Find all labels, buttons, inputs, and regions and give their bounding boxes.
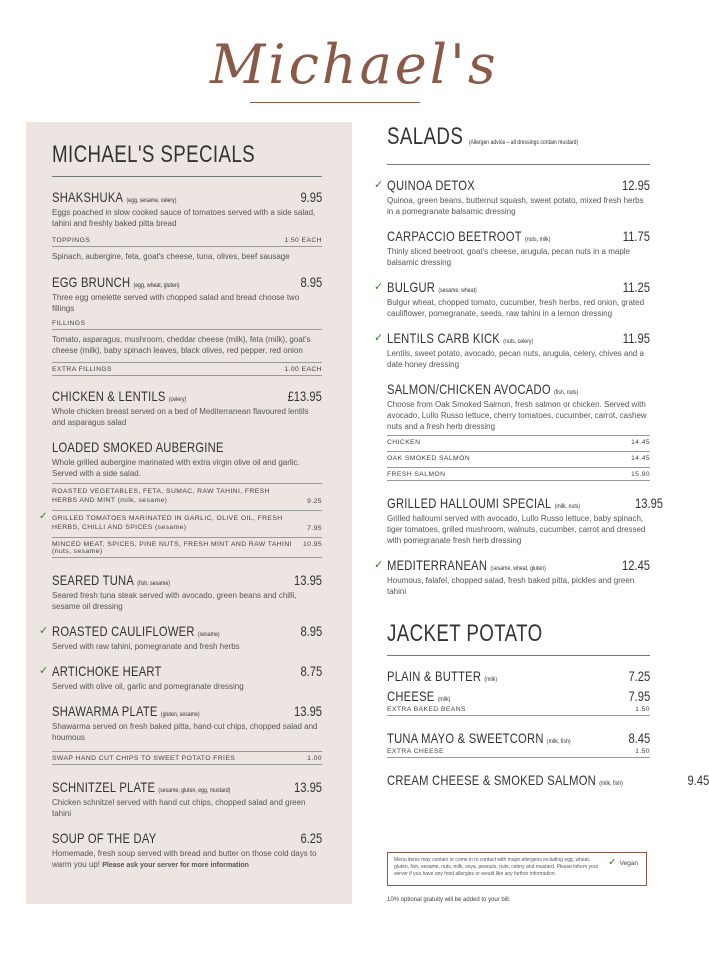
item-price: £13.95: [287, 388, 322, 404]
menu-item-quinoa-detox: [374, 177, 650, 217]
item-name: CARPACCIO BEETROOT (nuts, milk): [387, 228, 551, 244]
toppings-description: Spinach, aubergine, feta, goat's cheese, tuna, olives, beef sausage: [52, 252, 290, 261]
item-name: SALMON/CHICKEN AVOCADO (fish, nuts): [387, 381, 579, 397]
menu-item-roasted-cauliflower: [39, 623, 322, 652]
item-name: CHICKEN & LENTILS (celery): [52, 388, 187, 404]
item-name: SHAWARMA PLATE (gluten, sesame): [52, 703, 200, 719]
item-description: Served with olive oil, garlic and pomegranate dressing: [52, 682, 244, 691]
item-name: BULGUR (sesame, wheat): [387, 279, 477, 295]
item-price: 8.95: [300, 623, 322, 639]
item-description: Chicken schnitzel served with hand cut chips, chopped salad and green tahini: [52, 798, 306, 818]
vegan-legend: ✓ Vegan: [608, 857, 638, 868]
salads-column: [374, 122, 709, 799]
item-name: LOADED SMOKED AUBERGINE: [52, 439, 224, 455]
option-oak-smoked-salmon: OAK SMOKED SALMON 14.45: [387, 451, 650, 464]
item-name: PLAIN & BUTTER (milk): [387, 668, 498, 684]
menu-item-egg-brunch: [52, 274, 322, 376]
option-chicken: CHICKEN 14.45: [387, 435, 650, 448]
item-description: Whole chicken breast served on a bed of Mediterranean flavoured lentils and asparagus salad: [52, 407, 309, 427]
vegan-check-icon: ✓: [39, 665, 49, 677]
item-description: Quinoa, green beans, butternut squash, sweet potato, mixed fresh herbs in a pomegranate balsamic dressing: [387, 196, 644, 216]
divider: [387, 655, 650, 656]
vegan-check-icon: ✓: [374, 332, 384, 344]
aubergine-option-1: ROASTED VEGETABLES, FETA, SUMAC, RAW TAHINI, FRESH HERBS AND MINT (milk, sesame) 9.25: [52, 483, 322, 507]
aubergine-option-2: ✓ GRILLED TOMATOES MARINATED IN GARLIC, OLIVE OIL, FRESH HERBS, CHILLI AND SPICES (sesame) 7.95: [39, 511, 322, 532]
menu-item-chicken-lentils: [52, 388, 322, 428]
menu-item-plain-butter: [387, 668, 650, 684]
menu-item-cheese: [387, 688, 650, 716]
specials-column: [39, 140, 322, 882]
item-price: 8.45: [628, 730, 650, 746]
item-description: Grilled halloumi served with avocado, Lullo Russo lettuce, baby spinach, tiger tomatoes, grilled mushroom, walnuts, cucumber, carrot and dressed with pomegranate fresh herb dressing: [387, 514, 646, 545]
item-name: SEARED TUNA (fish, sesame): [52, 572, 170, 588]
menu-item-tuna-mayo: [387, 730, 650, 758]
specials-title: MICHAEL'S SPECIALS: [52, 141, 256, 168]
item-name: QUINOA DETOX: [387, 177, 475, 193]
item-name: SHAKSHUKA (egg, sesame, celery): [52, 189, 177, 205]
allergen-disclaimer-text: Menu items may contain or come in to contact with major allergens including egg, wheat, gluten, fish, sesame, nuts, milk, soya, peanuts, nuts, celery and mustard. Please inform your server if you have any food allergies or would like any further information.: [394, 857, 599, 877]
item-name: GRILLED HALLOUMI SPECIAL (milk, nuts): [387, 495, 581, 511]
menu-item-schnitzel-plate: [52, 779, 322, 819]
item-price: 13.95: [293, 703, 322, 719]
item-price: 6.25: [300, 830, 322, 846]
item-price: 11.95: [622, 330, 650, 346]
menu-item-shakshuka: [52, 189, 322, 262]
item-name: CHEESE (milk): [387, 688, 451, 704]
item-description: Whole grilled aubergine marinated with extra virgin olive oil and garlic. Served with a side salad.: [52, 458, 300, 478]
vegan-check-icon: ✓: [608, 857, 617, 868]
fillings-description: Tomato, asparagus, mushroom, cheddar cheese (milk), feta (milk), goat's cheese (milk), baby spinach leaves, black olives, red pepper, red onion: [52, 335, 311, 355]
item-description: Bulgur wheat, chopped tomato, cucumber, fresh herbs, red onion, grated cauliflower, pomegranate, seeds, raw tahini in a lemon dressing: [387, 298, 645, 318]
logo-underline: [250, 102, 420, 103]
logo-text: Michael's: [210, 33, 499, 96]
item-price: 7.25: [628, 668, 650, 684]
menu-item-bulgur: [374, 279, 650, 319]
menu-item-soup-of-the-day: [52, 830, 322, 871]
item-name: SOUP OF THE DAY: [52, 830, 157, 846]
menu-item-cream-cheese-salmon: [387, 772, 709, 788]
menu-item-loaded-aubergine: [39, 439, 322, 558]
item-description: Shawarma served on fresh baked pitta, hand-cut chips, chopped salad and houmous: [52, 722, 318, 742]
item-name: SCHNITZEL PLATE (sesame, gluten, egg, mustard): [52, 779, 231, 795]
extra-cheese-row: EXTRA CHEESE 1.50: [387, 746, 650, 758]
vegan-check-icon: ✓: [39, 511, 48, 522]
item-price: 12.45: [621, 557, 650, 573]
divider: [52, 176, 322, 177]
item-name: LENTILS CARB KICK (nuts, celery): [387, 330, 534, 346]
salads-title: SALADS (Allergen advice – all dressings contain mustard): [387, 123, 579, 150]
item-description: Homemade, fresh soup served with bread and butter on those cold days to warm you up! Please ask your server for more information: [52, 849, 317, 869]
menu-item-shawarma-plate: [52, 703, 322, 765]
item-description: Choose from Oak Smoked Salmon, fresh salmon or chicken. Served with avocado, Lullo Russo lettuce, cherry tomatoes, cucumber, carrot, cashew nuts and a fresh herb dressing: [387, 400, 647, 431]
menu-item-mediterranean: [374, 557, 650, 597]
item-description: Seared fresh tuna steak served with avocado, green beans and chilli, sesame oil dressing: [52, 591, 297, 611]
menu-item-salmon-chicken-avocado: [387, 381, 650, 481]
extra-baked-beans-row: EXTRA BAKED BEANS 1.50: [387, 704, 650, 716]
toppings-row: TOPPINGS 1.50 EACH: [52, 235, 322, 247]
item-description: Houmous, falafel, chopped salad, fresh baked pitta, pickles and green tahini: [387, 576, 635, 596]
item-name: CREAM CHEESE & SMOKED SALMON (milk, fish): [387, 772, 623, 788]
allergen-disclaimer-box: [387, 852, 647, 886]
vegan-check-icon: ✓: [39, 625, 49, 637]
item-description: Eggs poached in slow cooked sauce of tomatoes served with a side salad, tahini and freshly baked pitta bread: [52, 208, 316, 228]
item-price: 9.95: [300, 189, 322, 205]
divider: [387, 164, 650, 165]
menu-item-grilled-halloumi: [387, 495, 664, 546]
item-price: 8.95: [300, 274, 322, 290]
vegan-check-icon: ✓: [374, 179, 384, 191]
item-name: MEDITERRANEAN (sesame, wheat, gluten): [387, 557, 546, 573]
menu-item-carpaccio-beetroot: [387, 228, 650, 268]
item-name: ROASTED CAULIFLOWER (sesame): [52, 623, 220, 639]
item-name: TUNA MAYO & SWEETCORN (milk, fish): [387, 730, 571, 746]
item-description: Three egg omelette served with chopped salad and bread choose two fillings: [52, 293, 300, 313]
menu-item-artichoke-heart: [39, 663, 322, 692]
menu-item-lentils-carb-kick: [374, 330, 650, 370]
item-description: Lentils, sweet potato, avocado, pecan nuts, arugula, celery, chives and a date honey dressing: [387, 349, 644, 369]
item-price: 9.45: [687, 772, 709, 788]
item-price: 7.95: [628, 688, 650, 704]
item-name: ARTICHOKE HEART: [52, 663, 162, 679]
item-price: 12.95: [621, 177, 650, 193]
item-price: 8.75: [300, 663, 322, 679]
fillings-row: FILLINGS: [52, 318, 322, 330]
extra-fillings-row: EXTRA FILLINGS 1.00 EACH: [52, 362, 322, 376]
option-fresh-salmon: FRESH SALMON 15.90: [387, 467, 650, 481]
item-price: 11.25: [622, 279, 650, 295]
gratuity-note: 10% optional gratuity will be added to your bill.: [387, 897, 511, 903]
item-description: Served with raw tahini, pomegranate and fresh herbs: [52, 642, 240, 651]
swap-chips-row: SWAP HAND CUT CHIPS TO SWEET POTATO FRIES 1.00: [52, 751, 322, 765]
item-name: EGG BRUNCH (egg, wheat, gluten): [52, 274, 180, 290]
item-price: 11.75: [622, 228, 650, 244]
vegan-check-icon: ✓: [374, 559, 384, 571]
jacket-potato-title: JACKET POTATO: [387, 620, 543, 647]
item-price: 13.95: [635, 495, 664, 511]
menu-item-seared-tuna: [52, 572, 322, 612]
item-description: Thinly sliced beetroot, goat's cheese, arugula, pecan nuts in a maple balsamic dressing: [387, 247, 631, 267]
item-price: 13.95: [293, 779, 322, 795]
aubergine-option-3: MINCED MEAT, SPICES, PINE NUTS, FRESH MINT AND RAW TAHINI (nuts, sesame) 10.95: [52, 537, 322, 558]
logo: [210, 30, 499, 110]
vegan-check-icon: ✓: [374, 281, 384, 293]
item-price: 13.95: [293, 572, 322, 588]
